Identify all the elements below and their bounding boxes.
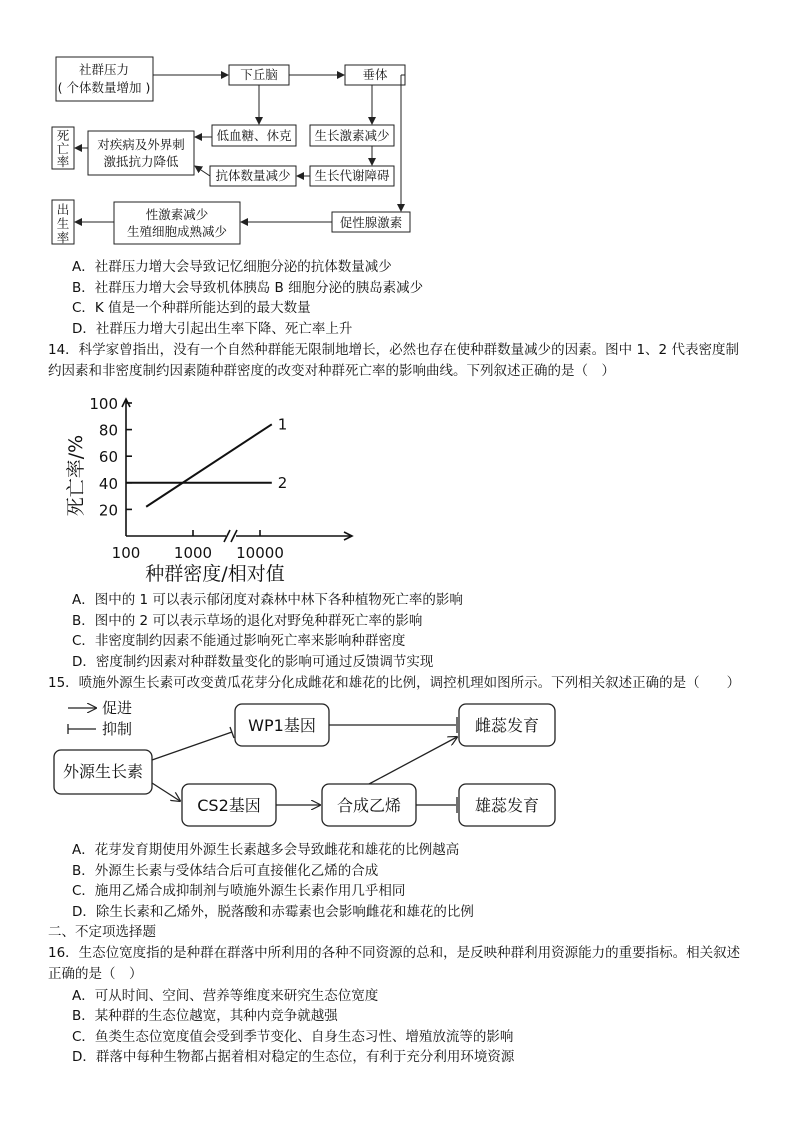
q16-option-a: A．可从时间、空间、营养等维度来研究生态位宽度 <box>72 988 379 1004</box>
hypothalamus-label: 下丘脑 <box>240 67 278 82</box>
q15-option-d: D．除生长素和乙烯外，脱落酸和赤霉素也会影响雌花和雄花的比例 <box>72 904 474 920</box>
birth-rate-char-1: 出 <box>56 202 70 217</box>
q13-flow-diagram <box>0 0 793 255</box>
low-sugar-label: 低血糖、休克 <box>216 128 292 143</box>
resistance-label-1: 对疾病及外界刺 <box>97 137 185 152</box>
q13-option-a: A．社群压力增大会导致记忆细胞分泌的抗体数量减少 <box>72 259 392 275</box>
ethylene-label: 合成乙烯 <box>336 796 402 815</box>
antibody-decrease-label: 抗体数量减少 <box>215 168 291 183</box>
q14-option-c: C．非密度制约因素不能通过影响死亡率来影响种群密度 <box>72 633 406 649</box>
wp1-label: WP1基因 <box>248 716 316 735</box>
q14-option-d: D．密度制约因素对种群数量变化的影响可通过反馈调节实现 <box>72 654 434 670</box>
section-heading: 二、不定项选择题 <box>48 924 156 940</box>
x-axis-label: 种群密度/相对值 <box>145 563 285 585</box>
sex-hormone-label-1: 性激素减少 <box>145 207 209 222</box>
q16-option-d: D．群落中每种生物都占据着相对稳定的生态位，有利于充分利用环境资源 <box>72 1049 515 1065</box>
cs2-label: CS2基因 <box>197 796 261 815</box>
y-tick-label: 100 <box>89 395 118 413</box>
q14-option-b: B．图中的 2 可以表示草场的退化对野兔种群死亡率的影响 <box>72 613 423 629</box>
pituitary-label: 垂体 <box>362 67 388 82</box>
q14-chart <box>0 385 420 590</box>
q15-option-c: C．施用乙烯合成抑制剂与喷施外源生长素作用几乎相同 <box>72 883 406 899</box>
q15-option-b: B．外源生长素与受体结合后可直接催化乙烯的合成 <box>72 863 379 879</box>
social-pressure-label: 社群压力 <box>78 62 130 77</box>
death-rate-char-2: 亡 <box>56 141 70 156</box>
auxin-label: 外源生长素 <box>62 762 144 781</box>
q14-stem: 14．科学家曾指出，没有一个自然种群能无限制地增长，必然也存在使种群数量减少的因素。图中 1、2 代表密度制约因素和非密度制约因素随种群密度的改变对种群死亡率的影响曲线。下列叙述正确的是（ ） <box>48 342 739 379</box>
q13-option-d: D．社群压力增大引起出生率下降、死亡率上升 <box>72 321 353 337</box>
q13-option-b: B．社群压力增大会导致机体胰岛 B 细胞分泌的胰岛素减少 <box>72 280 424 296</box>
q16-stem: 16．生态位宽度指的是种群在群落中所利用的各种不同资源的总和，是反映种群利用资源能力的重要指标。相关叙述正确的是（ ） <box>48 945 741 982</box>
auxin-inhibits-wp1 <box>152 732 232 760</box>
x-tick-label: 100 <box>111 544 141 562</box>
resistance-label-2: 激抵抗力降低 <box>103 154 179 169</box>
legend-inhibit-label: 抑制 <box>102 720 133 738</box>
birth-rate-char-2: 生 <box>56 216 70 231</box>
q15-option-a: A．花芽发育期使用外源生长素越多会导致雌花和雄花的比例越高 <box>72 842 460 858</box>
sex-hormone-label-2: 生殖细胞成熟减少 <box>126 224 228 239</box>
ethylene-promotes-pistil <box>369 737 457 784</box>
series-label-2: 2 <box>277 473 288 492</box>
pistil-label: 雌蕊发育 <box>474 716 540 735</box>
q16-option-b: B．某种群的生态位越宽，其种内竞争就越强 <box>72 1008 338 1024</box>
y-axis-label: 死亡率/% <box>65 434 87 517</box>
series-label-1: 1 <box>277 415 288 434</box>
q15-regulation-diagram <box>0 695 600 835</box>
y-tick-label: 20 <box>98 501 118 520</box>
y-tick-label: 60 <box>98 448 118 467</box>
stamen-label: 雄蕊发育 <box>474 796 540 815</box>
gh-decrease-label: 生长激素减少 <box>314 128 390 143</box>
q16-option-c: C．鱼类生态位宽度值会受到季节变化、自身生态习性、增殖放流等的影响 <box>72 1029 514 1045</box>
q13-option-c: C．K 值是一个种群所能达到的最大数量 <box>72 300 311 316</box>
y-tick-label: 80 <box>98 421 118 440</box>
legend-promote-label: 促进 <box>102 699 133 717</box>
q15-stem: 15．喷施外源生长素可改变黄瓜花芽分化成雌花和雄花的比例，调控机理如图所示。下列相关叙述正确的是（ ） <box>48 675 741 691</box>
y-tick-label: 40 <box>98 474 118 493</box>
x-tick-label: 1000 <box>173 544 213 562</box>
birth-rate-char-3: 率 <box>56 230 70 245</box>
death-rate-char-3: 率 <box>56 154 70 169</box>
death-rate-char-1: 死 <box>56 128 70 143</box>
gonadotropin-label: 促性腺激素 <box>339 215 403 230</box>
series-line-1 <box>146 424 272 506</box>
growth-disorder-label: 生长代谢障碍 <box>314 168 390 183</box>
x-tick-label: 10000 <box>236 544 284 562</box>
social-pressure-sub-label: ( 个体数量增加 ) <box>57 80 151 95</box>
auxin-promotes-cs2 <box>152 783 180 801</box>
q14-option-a: A．图中的 1 可以表示郁闭度对森林中林下各种植物死亡率的影响 <box>72 592 463 608</box>
